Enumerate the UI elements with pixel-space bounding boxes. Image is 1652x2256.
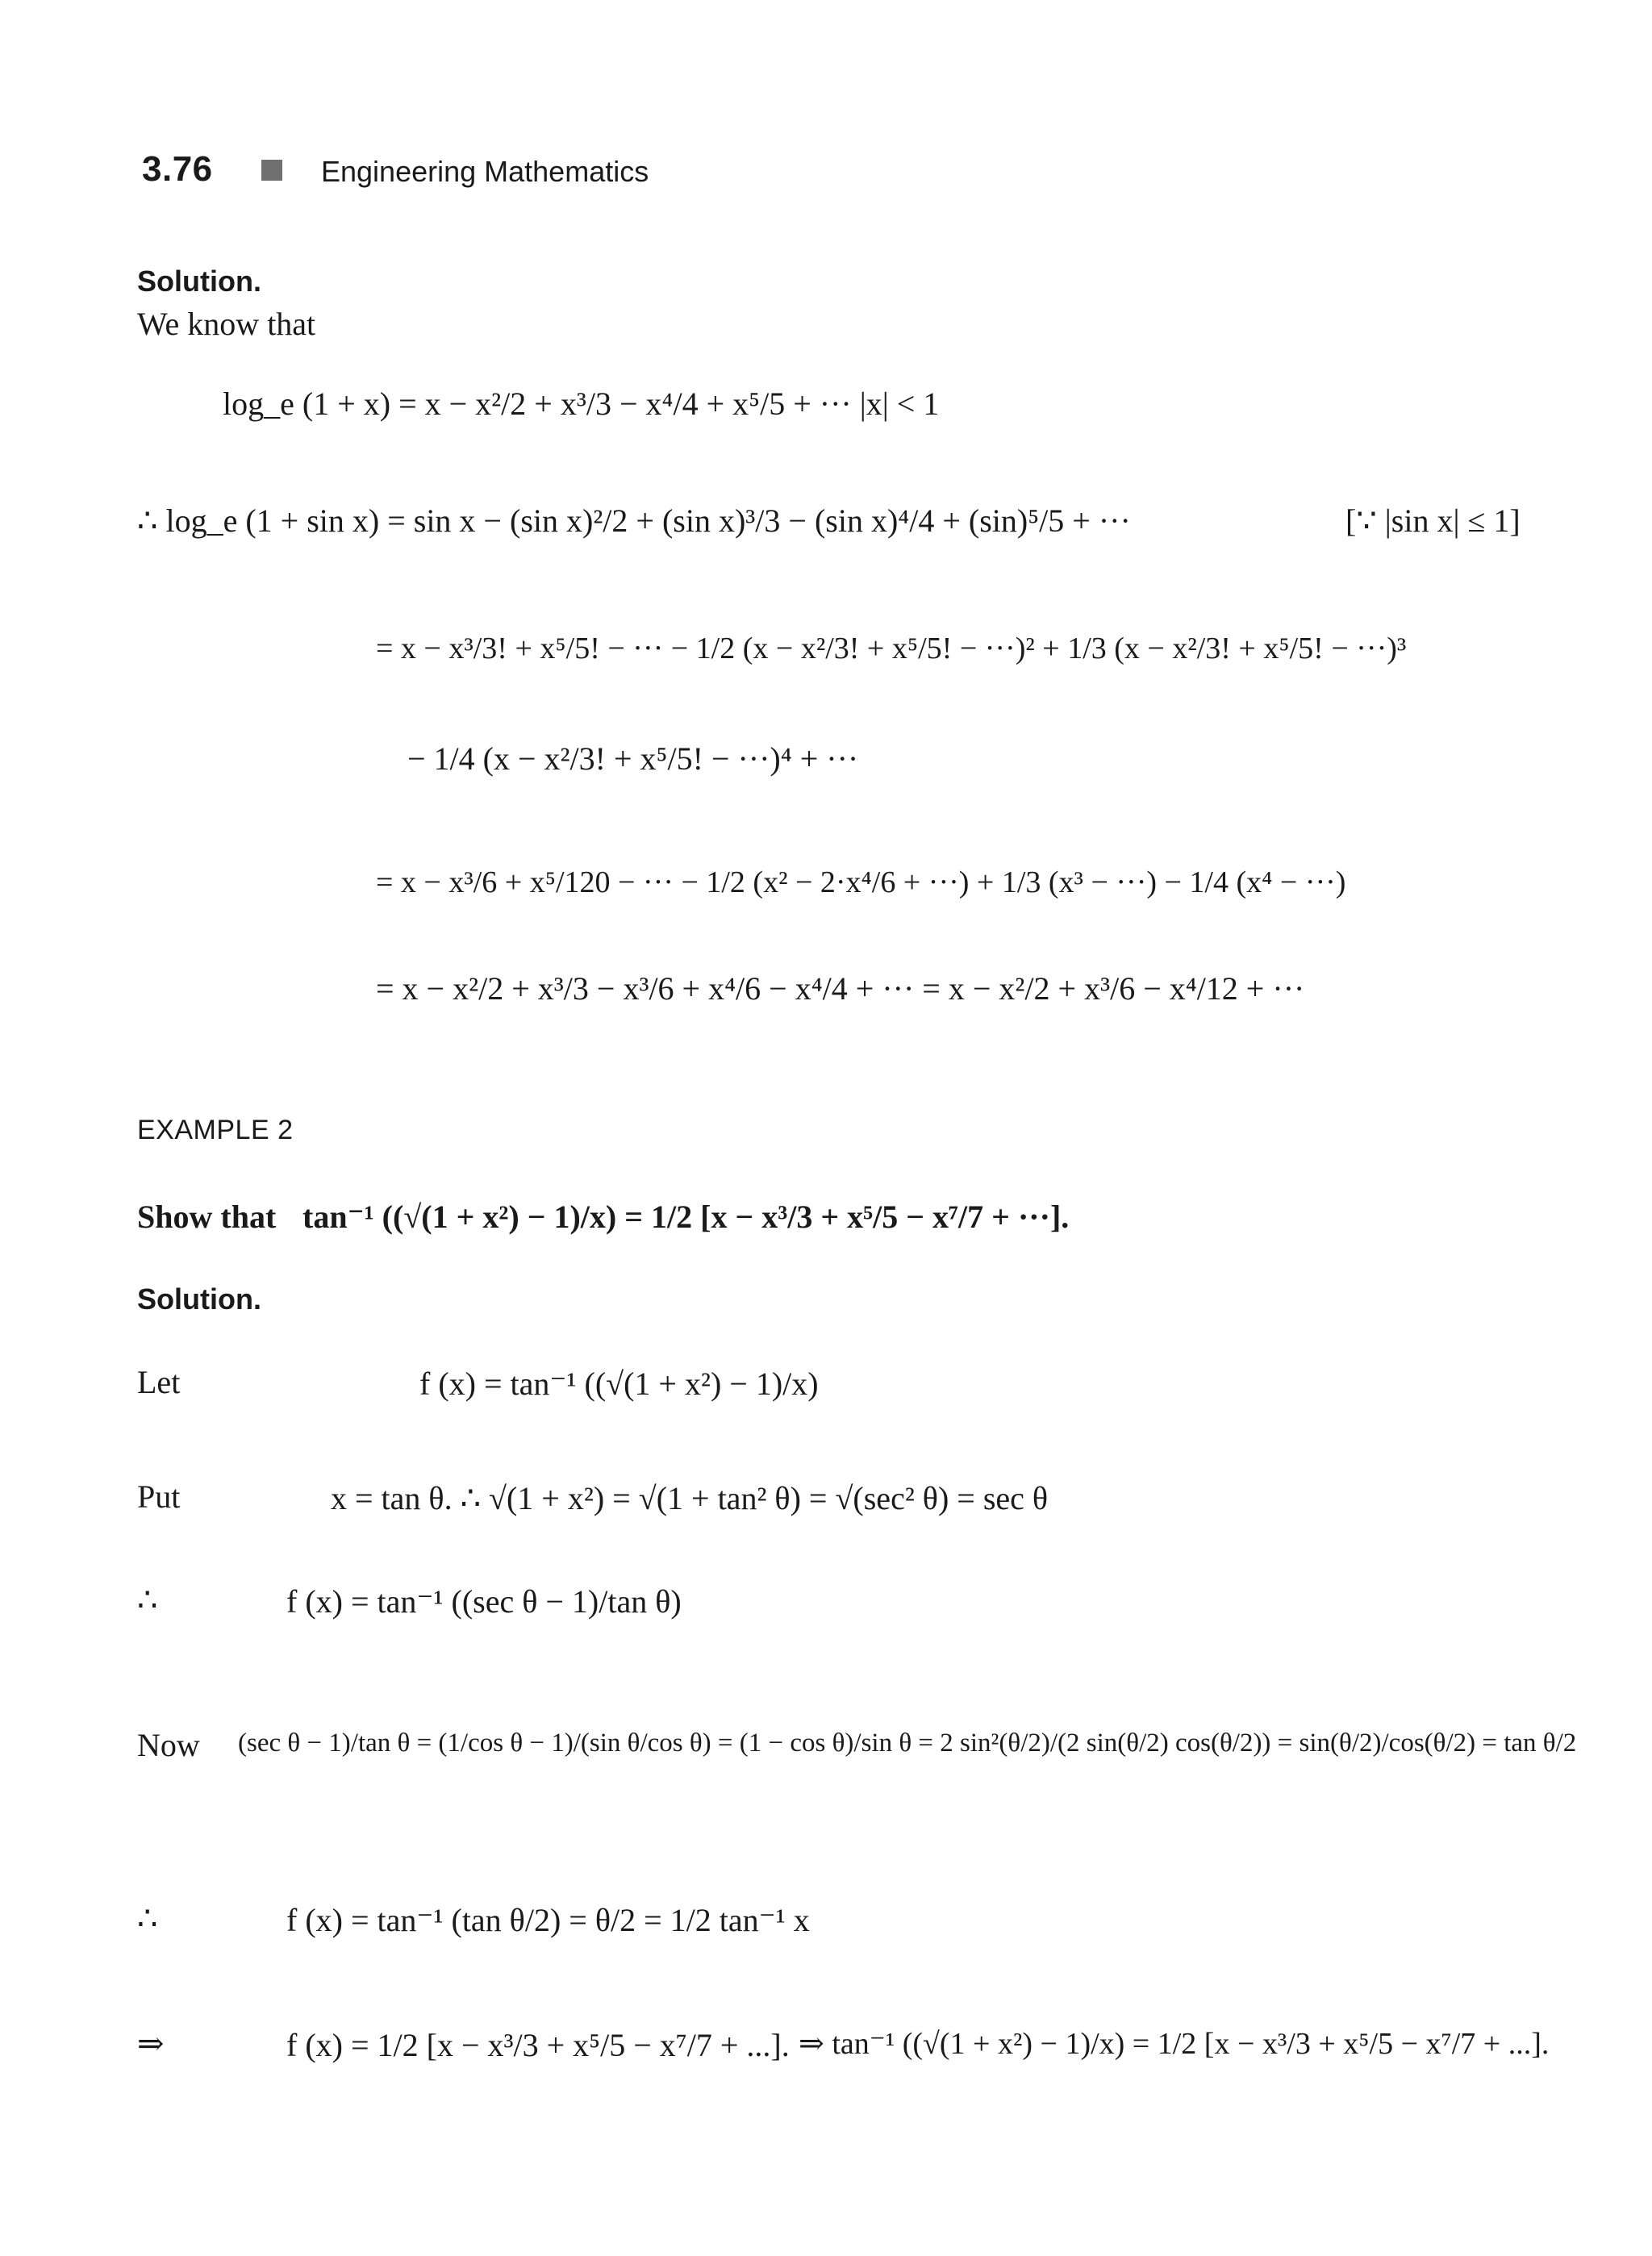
example-label: EXAMPLE 2 [137, 1115, 294, 1145]
therefore-symbol-2: ∴ [137, 1900, 158, 1937]
log-sin-equation: ∴ log_e (1 + sin x) = sin x − (sin x)²/2 + (sin x)³/3 − (sin x)⁴/4 + (sin)⁵/5 + ··· [137, 502, 1131, 539]
therefore-equation-1: f (x) = tan⁻¹ ((sec θ − 1)/tan θ) [286, 1583, 682, 1620]
therefore-equation-2: f (x) = tan⁻¹ (tan θ/2) = θ/2 = 1/2 tan⁻¹ x [286, 1902, 810, 1938]
example-statement: tan⁻¹ ((√(1 + x²) − 1)/x) = 1/2 [x − x³/3 + x⁵/5 − x⁷/7 + ···]. [302, 1199, 1070, 1235]
sin-condition: [∵ |sin x| ≤ 1] [1345, 502, 1521, 539]
implies-symbol: ⇒ [137, 2025, 165, 2062]
final-equation: ⇒ tan⁻¹ ((√(1 + x²) − 1)/x) = 1/2 [x − x³/3 + x⁵/5 − x⁷/7 + ...]. [799, 2027, 1550, 2061]
expansion-step-3: = x − x³/6 + x⁵/120 − ··· − 1/2 (x² − 2·x⁴/6 + ···) + 1/3 (x³ − ···) − 1/4 (x⁴ − ···) [376, 865, 1346, 899]
now-equation: (sec θ − 1)/tan θ = (1/cos θ − 1)/(sin θ/cos θ) = (1 − cos θ)/sin θ = 2 sin²(θ/2)/(2 sin(θ/2) cos(θ/2)) = sin(θ/2)/cos(θ/2) = tan θ/2 [238, 1728, 1577, 1758]
log-series-equation: log_e (1 + x) = x − x²/2 + x³/3 − x⁴/4 + x⁵/5 + ··· |x| < 1 [223, 386, 940, 422]
therefore-symbol-1: ∴ [137, 1582, 158, 1618]
solution-label: Solution. [137, 265, 261, 298]
expansion-step-2: − 1/4 (x − x²/3! + x⁵/5! − ···)⁴ + ··· [407, 740, 859, 777]
example-statement-prefix: Show that [137, 1199, 277, 1235]
let-label: Let [137, 1364, 181, 1400]
example-solution-label: Solution. [137, 1282, 261, 1316]
implies-equation: f (x) = 1/2 [x − x³/3 + x⁵/5 − x⁷/7 + ...]. [286, 2027, 790, 2063]
now-label: Now [137, 1727, 200, 1763]
book-title: Engineering Mathematics [321, 155, 649, 188]
expansion-step-1: = x − x³/3! + x⁵/5! − ··· − 1/2 (x − x²/3! + x⁵/5! − ···)² + 1/3 (x − x²/3! + x⁵/5! − ···)³ [376, 632, 1407, 665]
header-square-icon [261, 160, 282, 181]
page-number: 3.76 [142, 149, 213, 189]
solution-intro: We know that [137, 306, 316, 342]
put-label: Put [137, 1478, 181, 1515]
let-equation: f (x) = tan⁻¹ ((√(1 + x²) − 1)/x) [419, 1366, 819, 1402]
expansion-result: = x − x²/2 + x³/3 − x³/6 + x⁴/6 − x⁴/4 + ··· = x − x²/2 + x³/6 − x⁴/12 + ··· [376, 970, 1305, 1007]
put-equation: x = tan θ. ∴ √(1 + x²) = √(1 + tan² θ) = √(sec² θ) = sec θ [331, 1480, 1049, 1516]
